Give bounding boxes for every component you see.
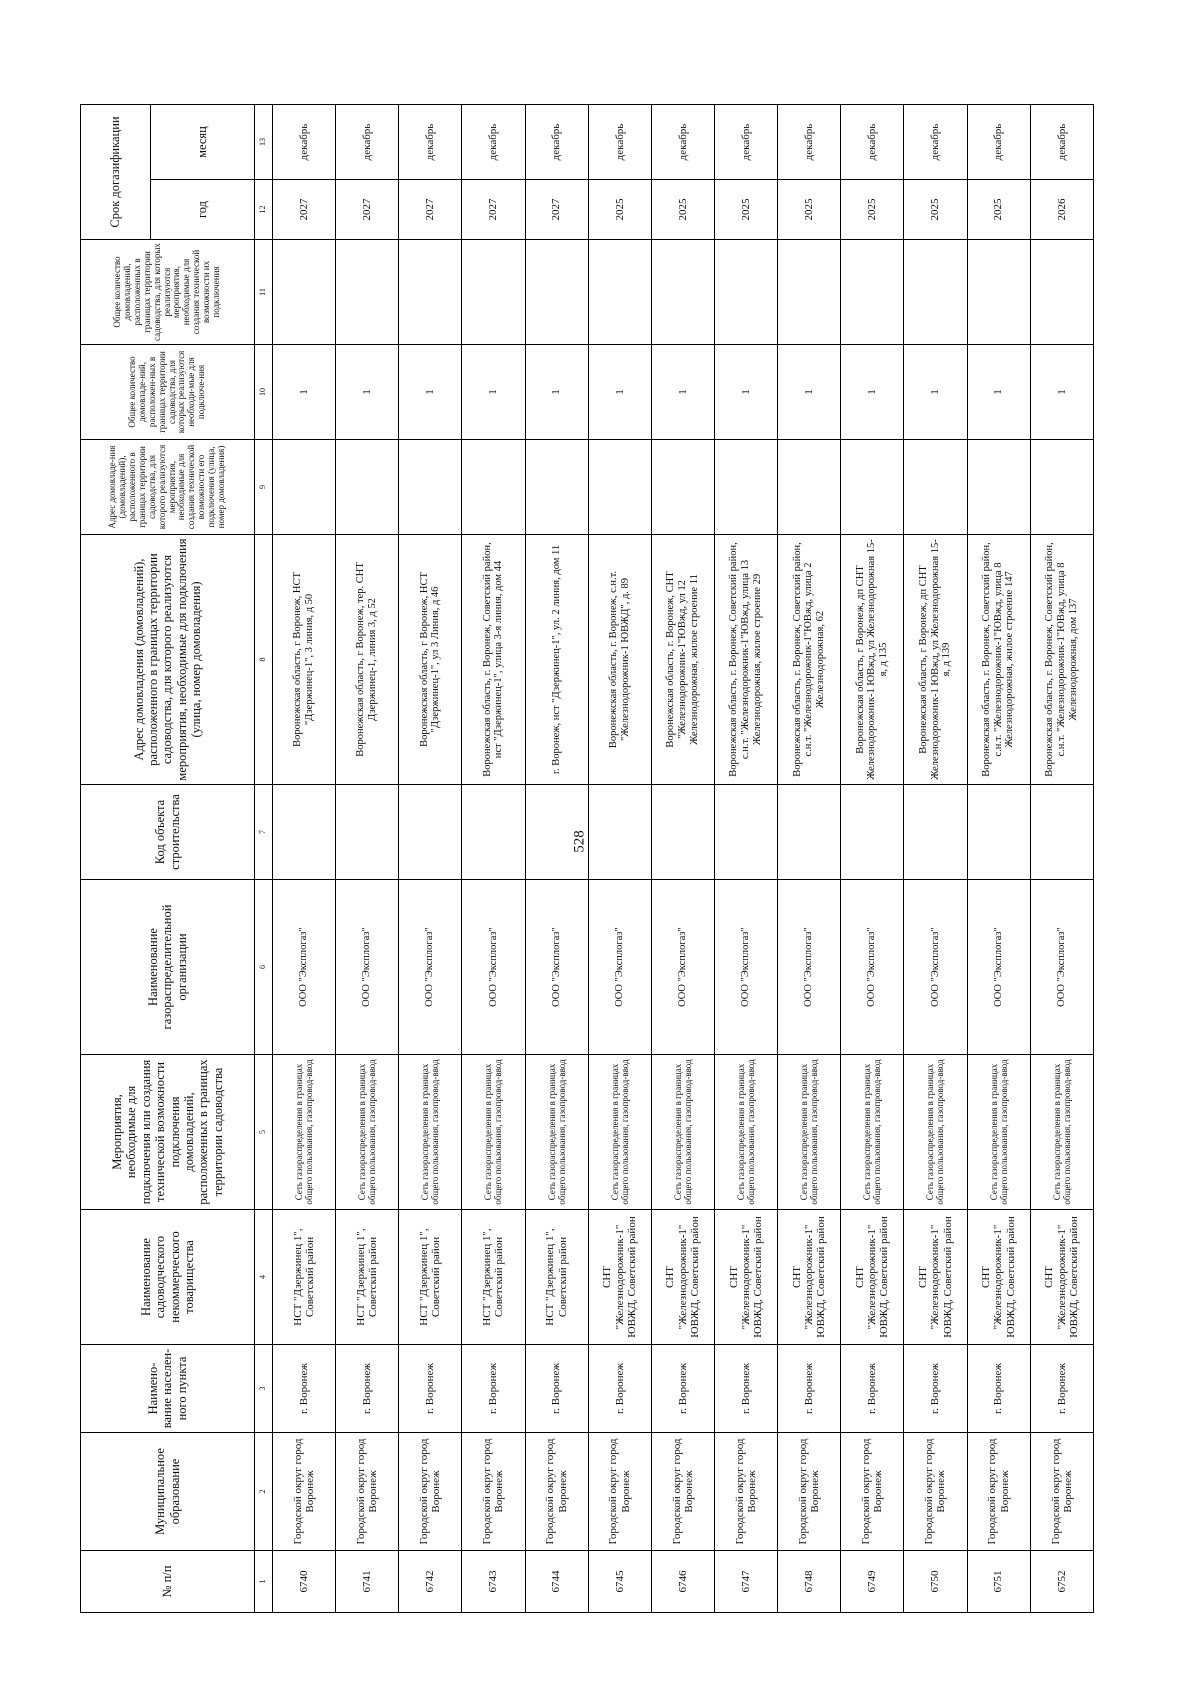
count-tech-cell <box>778 240 841 345</box>
gasification-table <box>80 104 1094 1613</box>
municipality-cell: Городской округ город Воронеж <box>588 1433 651 1551</box>
row-number: 6742 <box>399 1551 462 1613</box>
measure-cell: Сеть газораспределения в границах общего пользования, газопровод-ввод <box>399 1055 462 1210</box>
partnership-cell: НСТ "Дзержинец 1", Советский район <box>462 1210 525 1345</box>
municipality-cell: Городской округ город Воронеж <box>399 1433 462 1551</box>
settlement-cell: г. Воронеж <box>462 1345 525 1433</box>
header-settlement: Наимено-вание населен-ного пункта <box>81 1345 255 1433</box>
gas-org-cell: ООО "Эксплогаз" <box>778 880 841 1055</box>
settlement-cell: г. Воронеж <box>714 1345 777 1433</box>
count-tech-cell <box>273 240 336 345</box>
settlement-cell: г. Воронеж <box>778 1345 841 1433</box>
object-code-cell <box>1030 785 1093 880</box>
count-tech-cell <box>1030 240 1093 345</box>
count-cell: 1 <box>714 345 777 440</box>
object-code-cell <box>336 785 399 880</box>
address-cell: Воронежская область, г. Воронеж, Советский район, нст "Дзержинец-1", улица 3-я линия, дом 44 <box>462 535 525 785</box>
municipality-cell: Городской округ город Воронеж <box>462 1433 525 1551</box>
address-cell: Воронежская область, г. Воронеж, с.н.т. "Железнодорожник-1 ЮВЖД", д. 89 <box>588 535 651 785</box>
row-number: 6741 <box>336 1551 399 1613</box>
gas-org-cell: ООО "Эксплогаз" <box>462 880 525 1055</box>
partnership-cell: НСТ "Дзержинец 1", Советский район <box>273 1210 336 1345</box>
measure-cell: Сеть газораспределения в границах общего пользования, газопровод-ввод <box>588 1055 651 1210</box>
partnership-cell: НСТ "Дзержинец 1", Советский район <box>399 1210 462 1345</box>
table-row <box>336 105 399 1613</box>
header-address-tech: Адрес домовладе-ния (домовладений), расположенного в границах территории садоводства, для которого реализуются мероприятия, необходимые для создания технической возможности его подключения (улица, номер домовладения) <box>81 440 255 535</box>
month-cell: декабрь <box>778 105 841 180</box>
table-row <box>841 105 904 1613</box>
header-object-code: Код объекта строительства <box>81 785 255 880</box>
month-cell: декабрь <box>841 105 904 180</box>
object-code-cell <box>904 785 967 880</box>
month-cell: декабрь <box>588 105 651 180</box>
settlement-cell: г. Воронеж <box>841 1345 904 1433</box>
municipality-cell: Городской округ город Воронеж <box>967 1433 1030 1551</box>
row-number: 6743 <box>462 1551 525 1613</box>
row-number: 6749 <box>841 1551 904 1613</box>
address-tech-cell <box>525 440 588 535</box>
gas-org-cell: ООО "Эксплогаз" <box>273 880 336 1055</box>
year-cell: 2027 <box>273 180 336 240</box>
header-address-measures: Адрес домовладения (домовладений), расположенного в границах территории садоводства, для которого реализуются мероприятия, необходимые для подключения (улица, номер домовладения) <box>81 535 255 785</box>
address-cell: Воронежская область, г Воронеж, тер. СНТ Дзержинец-1, линия 3, д 52 <box>336 535 399 785</box>
row-number: 6750 <box>904 1551 967 1613</box>
partnership-cell: СНТ "Железнодорожник-1" ЮВЖД, Советский район <box>904 1210 967 1345</box>
month-cell: декабрь <box>967 105 1030 180</box>
partnership-cell: НСТ "Дзержинец 1", Советский район <box>525 1210 588 1345</box>
header-num: № п/п <box>81 1551 255 1613</box>
table-body <box>273 105 1094 1613</box>
column-number: 12 <box>255 180 273 240</box>
address-tech-cell <box>588 440 651 535</box>
column-number: 1 <box>255 1551 273 1613</box>
header-month: месяц <box>151 105 255 180</box>
table-row <box>714 105 777 1613</box>
settlement-cell: г. Воронеж <box>651 1345 714 1433</box>
row-number: 6740 <box>273 1551 336 1613</box>
year-cell: 2027 <box>525 180 588 240</box>
address-cell: Воронежская область, г. Воронеж, Советский район, с.н.т. "Железнодорожник-1"ЮВжд, улица 13 Железнодорожная, жилое строение 29 <box>714 535 777 785</box>
gas-org-cell: ООО "Эксплогаз" <box>588 880 651 1055</box>
object-code-cell <box>714 785 777 880</box>
partnership-cell: СНТ "Железнодорожник-1" ЮВЖД, Советский район <box>778 1210 841 1345</box>
municipality-cell: Городской округ город Воронеж <box>651 1433 714 1551</box>
row-number: 6744 <box>525 1551 588 1613</box>
count-cell: 1 <box>778 345 841 440</box>
count-tech-cell <box>399 240 462 345</box>
column-number: 6 <box>255 880 273 1055</box>
table-row <box>588 105 651 1613</box>
address-tech-cell <box>273 440 336 535</box>
table-row <box>399 105 462 1613</box>
address-tech-cell <box>778 440 841 535</box>
address-tech-cell <box>1030 440 1093 535</box>
object-code-cell <box>778 785 841 880</box>
header-measures: Мероприятия, необходимые для подключения или создания технической возможности подключения домовладений, расположенных в границах территории садоводства <box>81 1055 255 1210</box>
column-number: 4 <box>255 1210 273 1345</box>
address-cell: Воронежская область, г Воронеж, дп СНТ Железнодорожник-1 ЮВжд, ул Железнодорожная 15-я, д 135 <box>841 535 904 785</box>
count-cell: 1 <box>525 345 588 440</box>
address-tech-cell <box>462 440 525 535</box>
partnership-cell: СНТ "Железнодорожник-1" ЮВЖД, Советский район <box>841 1210 904 1345</box>
table-row <box>967 105 1030 1613</box>
measure-cell: Сеть газораспределения в границах общего пользования, газопровод-ввод <box>273 1055 336 1210</box>
count-cell: 1 <box>399 345 462 440</box>
table-row <box>651 105 714 1613</box>
settlement-cell: г. Воронеж <box>967 1345 1030 1433</box>
address-cell: г. Воронеж, нст "Дзержинец-1", ул. 2 линия, дом 11 <box>525 535 588 785</box>
header-count-measures: Общее количество домовладе-ний, расположен-ных в границах территории садоводства, для которых реализуются необходи-мые для подключе-ния <box>81 345 255 440</box>
address-tech-cell <box>651 440 714 535</box>
count-tech-cell <box>714 240 777 345</box>
month-cell: декабрь <box>462 105 525 180</box>
count-tech-cell <box>841 240 904 345</box>
month-cell: декабрь <box>714 105 777 180</box>
gas-org-cell: ООО "Эксплогаз" <box>525 880 588 1055</box>
month-cell: декабрь <box>1030 105 1093 180</box>
address-cell: Воронежская область, г Воронеж, НСТ "Дзержинец-1", 3 линия, д 50 <box>273 535 336 785</box>
count-cell: 1 <box>967 345 1030 440</box>
gas-org-cell: ООО "Эксплогаз" <box>714 880 777 1055</box>
settlement-cell: г. Воронеж <box>1030 1345 1093 1433</box>
measure-cell: Сеть газораспределения в границах общего пользования, газопровод-ввод <box>967 1055 1030 1210</box>
month-cell: декабрь <box>399 105 462 180</box>
address-cell: Воронежская область, г. Воронеж, Советский район, с.н.т. "Железнодорожник-1"ЮВжд, улица 8 Железнодорожная, жилое строение 147 <box>967 535 1030 785</box>
measure-cell: Сеть газораспределения в границах общего пользования, газопровод-ввод <box>525 1055 588 1210</box>
year-cell: 2025 <box>651 180 714 240</box>
count-tech-cell <box>462 240 525 345</box>
column-number: 10 <box>255 345 273 440</box>
partnership-cell: СНТ "Железнодорожник-1" ЮВЖД, Советский район <box>967 1210 1030 1345</box>
settlement-cell: г. Воронеж <box>273 1345 336 1433</box>
header-gas-org: Наименование газораспределительной организации <box>81 880 255 1055</box>
month-cell: декабрь <box>904 105 967 180</box>
column-number: 5 <box>255 1055 273 1210</box>
measure-cell: Сеть газораспределения в границах общего пользования, газопровод-ввод <box>714 1055 777 1210</box>
column-number: 8 <box>255 535 273 785</box>
month-cell: декабрь <box>525 105 588 180</box>
row-number: 6752 <box>1030 1551 1093 1613</box>
object-code-cell <box>588 785 651 880</box>
object-code-cell <box>651 785 714 880</box>
column-number: 13 <box>255 105 273 180</box>
address-tech-cell <box>336 440 399 535</box>
measure-cell: Сеть газораспределения в границах общего пользования, газопровод-ввод <box>651 1055 714 1210</box>
municipality-cell: Городской округ город Воронеж <box>904 1433 967 1551</box>
row-number: 6747 <box>714 1551 777 1613</box>
table-row <box>273 105 336 1613</box>
row-number: 6748 <box>778 1551 841 1613</box>
count-tech-cell <box>904 240 967 345</box>
row-number: 6746 <box>651 1551 714 1613</box>
municipality-cell: Городской округ город Воронеж <box>525 1433 588 1551</box>
object-code-cell <box>967 785 1030 880</box>
gas-org-cell: ООО "Эксплогаз" <box>399 880 462 1055</box>
header-municipality: Муниципальное образование <box>81 1433 255 1551</box>
gas-org-cell: ООО "Эксплогаз" <box>967 880 1030 1055</box>
row-number: 6751 <box>967 1551 1030 1613</box>
count-cell: 1 <box>904 345 967 440</box>
year-cell: 2026 <box>1030 180 1093 240</box>
header-deadline: Срок догазификации <box>81 105 151 240</box>
count-cell: 1 <box>651 345 714 440</box>
table-row <box>1030 105 1093 1613</box>
header-partnership: Наименование садоводческого некоммерческого товарищества <box>81 1210 255 1345</box>
count-cell: 1 <box>841 345 904 440</box>
municipality-cell: Городской округ город Воронеж <box>778 1433 841 1551</box>
gas-org-cell: ООО "Эксплогаз" <box>336 880 399 1055</box>
municipality-cell: Городской округ город Воронеж <box>336 1433 399 1551</box>
count-cell: 1 <box>588 345 651 440</box>
address-tech-cell <box>841 440 904 535</box>
year-cell: 2027 <box>336 180 399 240</box>
measure-cell: Сеть газораспределения в границах общего пользования, газопровод-ввод <box>336 1055 399 1210</box>
address-cell: Воронежская область, г. Воронеж, Советский район, с.н.т. "Железнодорожник-1"ЮВжд, улица 8 Железнодорожная, дом 137 <box>1030 535 1093 785</box>
settlement-cell: г. Воронеж <box>588 1345 651 1433</box>
count-cell: 1 <box>462 345 525 440</box>
object-code-cell <box>525 785 588 880</box>
header-count-tech: Общее количество домовладений, расположенных в границах территории садоводства, для которых реализуются мероприятия, необходимые для создания технической возможности их подключения <box>81 240 255 345</box>
count-tech-cell <box>525 240 588 345</box>
month-cell: декабрь <box>336 105 399 180</box>
municipality-cell: Городской округ город Воронеж <box>273 1433 336 1551</box>
page-number: 528 <box>571 830 588 853</box>
count-tech-cell <box>967 240 1030 345</box>
partnership-cell: СНТ "Железнодорожник-1" ЮВЖД, Советский район <box>588 1210 651 1345</box>
settlement-cell: г. Воронеж <box>525 1345 588 1433</box>
column-number: 9 <box>255 440 273 535</box>
count-tech-cell <box>336 240 399 345</box>
table-row <box>778 105 841 1613</box>
municipality-cell: Городской округ город Воронеж <box>1030 1433 1093 1551</box>
object-code-cell <box>462 785 525 880</box>
column-number: 3 <box>255 1345 273 1433</box>
address-cell: Воронежская область, г. Воронеж, СНТ "Железнодорожник-1"ЮВжд, ул 12 Железнодорожная, жилое строение 11 <box>651 535 714 785</box>
address-tech-cell <box>399 440 462 535</box>
month-cell: декабрь <box>273 105 336 180</box>
year-cell: 2025 <box>904 180 967 240</box>
year-cell: 2027 <box>399 180 462 240</box>
settlement-cell: г. Воронеж <box>904 1345 967 1433</box>
gas-org-cell: ООО "Эксплогаз" <box>1030 880 1093 1055</box>
rotated-table-container <box>80 105 1094 1613</box>
measure-cell: Сеть газораспределения в границах общего пользования, газопровод-ввод <box>1030 1055 1093 1210</box>
row-number: 6745 <box>588 1551 651 1613</box>
measure-cell: Сеть газораспределения в границах общего пользования, газопровод-ввод <box>462 1055 525 1210</box>
measure-cell: Сеть газораспределения в границах общего пользования, газопровод-ввод <box>841 1055 904 1210</box>
column-number: 2 <box>255 1433 273 1551</box>
municipality-cell: Городской округ город Воронеж <box>714 1433 777 1551</box>
settlement-cell: г. Воронеж <box>336 1345 399 1433</box>
measure-cell: Сеть газораспределения в границах общего пользования, газопровод-ввод <box>778 1055 841 1210</box>
column-number: 11 <box>255 240 273 345</box>
count-cell: 1 <box>336 345 399 440</box>
object-code-cell <box>399 785 462 880</box>
table-row <box>904 105 967 1613</box>
count-cell: 1 <box>273 345 336 440</box>
address-tech-cell <box>714 440 777 535</box>
partnership-cell: НСТ "Дзержинец 1", Советский район <box>336 1210 399 1345</box>
month-cell: декабрь <box>651 105 714 180</box>
year-cell: 2025 <box>841 180 904 240</box>
municipality-cell: Городской округ город Воронеж <box>841 1433 904 1551</box>
gas-org-cell: ООО "Эксплогаз" <box>841 880 904 1055</box>
partnership-cell: СНТ "Железнодорожник-1" ЮВЖД, Советский район <box>1030 1210 1093 1345</box>
count-cell: 1 <box>1030 345 1093 440</box>
measure-cell: Сеть газораспределения в границах общего пользования, газопровод-ввод <box>904 1055 967 1210</box>
count-tech-cell <box>651 240 714 345</box>
address-tech-cell <box>967 440 1030 535</box>
settlement-cell: г. Воронеж <box>399 1345 462 1433</box>
gas-org-cell: ООО "Эксплогаз" <box>651 880 714 1055</box>
address-tech-cell <box>904 440 967 535</box>
column-number: 7 <box>255 785 273 880</box>
year-cell: 2027 <box>462 180 525 240</box>
year-cell: 2025 <box>588 180 651 240</box>
header-year: год <box>151 180 255 240</box>
address-cell: Воронежская область, г Воронеж, дп СНТ Железнодорожник-1 ЮВжд, ул Железнодорожная 15-я, д 139 <box>904 535 967 785</box>
table-row <box>462 105 525 1613</box>
address-cell: Воронежская область, г Воронеж, НСТ "Дзержинец-1", ул 3 Линия, д 46 <box>399 535 462 785</box>
gas-org-cell: ООО "Эксплогаз" <box>904 880 967 1055</box>
year-cell: 2025 <box>714 180 777 240</box>
partnership-cell: СНТ "Железнодорожник-1" ЮВЖД, Советский район <box>714 1210 777 1345</box>
partnership-cell: СНТ "Железнодорожник-1" ЮВЖД, Советский район <box>651 1210 714 1345</box>
table-row <box>525 105 588 1613</box>
year-cell: 2025 <box>967 180 1030 240</box>
object-code-cell <box>273 785 336 880</box>
address-cell: Воронежская область, г. Воронеж, Советский район, с.н.т. "Железнодорожник-1"ЮВжд, улица 2 Железнодорожная, 62 <box>778 535 841 785</box>
year-cell: 2025 <box>778 180 841 240</box>
object-code-cell <box>841 785 904 880</box>
count-tech-cell <box>588 240 651 345</box>
